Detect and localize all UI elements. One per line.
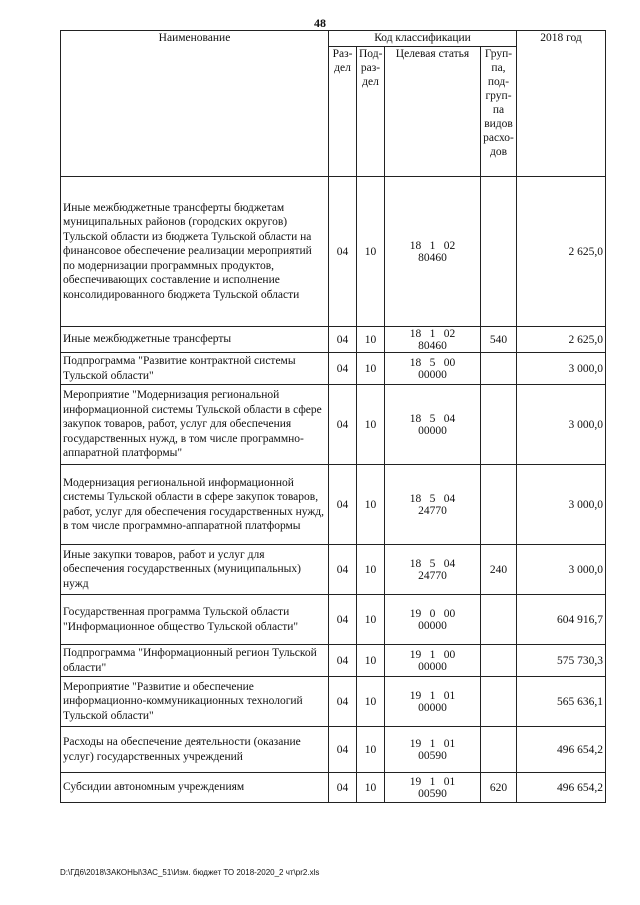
table-row: [61, 327, 606, 353]
target-code-part: 04: [443, 557, 456, 570]
table-row: [61, 353, 606, 385]
row-amount: 3 000,0: [517, 545, 606, 595]
target-code-part: 5: [429, 412, 436, 425]
target-code-part: 18: [409, 412, 422, 425]
row-name: Расходы на обеспечение деятельности (оказание услуг) государственных учреждений: [61, 727, 329, 773]
table-row: [61, 385, 606, 465]
header-target: Целевая статья: [385, 47, 481, 177]
header-section: Раз- дел: [329, 47, 357, 177]
target-code-part: 18: [409, 327, 422, 340]
table-row: [61, 545, 606, 595]
row-name: Подпрограмма "Развитие контрактной системы Тульской области": [61, 353, 329, 385]
row-group: [481, 465, 517, 545]
row-subsection: 10: [357, 595, 385, 645]
row-subsection: 10: [357, 677, 385, 727]
target-code-part: 00590: [418, 749, 447, 762]
row-subsection: 10: [357, 385, 385, 465]
target-code-part: 19: [409, 648, 422, 661]
row-group: 620: [481, 773, 517, 803]
row-subsection: 10: [357, 645, 385, 677]
target-code-part: 5: [429, 356, 436, 369]
target-code-part: 24770: [418, 504, 447, 517]
target-code-part: 18: [409, 557, 422, 570]
row-section: 04: [329, 727, 357, 773]
target-code-part: 00000: [418, 424, 447, 437]
row-name: Иные закупки товаров, работ и услуг для обеспечения государственных (муниципальных) нужд: [61, 545, 329, 595]
target-code-part: 19: [409, 689, 422, 702]
target-code-part: 18: [409, 492, 422, 505]
row-subsection: 10: [357, 327, 385, 353]
header-subsection: Под- раз- дел: [357, 47, 385, 177]
target-code-part: 00000: [418, 660, 447, 673]
row-target: [385, 677, 481, 727]
row-section: 04: [329, 385, 357, 465]
row-name: Иные межбюджетные трансферты: [61, 327, 329, 353]
target-code-part: 80460: [418, 339, 447, 352]
row-name: Мероприятие "Развитие и обеспечение информационно-коммуникационных технологий Тульской области": [61, 677, 329, 727]
budget-table: [60, 30, 606, 803]
target-code-part: 02: [443, 327, 456, 340]
row-target: [385, 595, 481, 645]
row-group: [481, 385, 517, 465]
row-name: Субсидии автономным учреждениям: [61, 773, 329, 803]
header-name: Наименование: [61, 31, 329, 177]
target-code-part: 5: [429, 557, 436, 570]
row-subsection: 10: [357, 773, 385, 803]
page-number: 48: [314, 16, 326, 30]
target-code-part: 0: [429, 607, 436, 620]
header-classification: Код классификации: [329, 31, 517, 47]
target-code-part: 01: [443, 689, 456, 702]
header-year: 2018 год: [517, 31, 606, 177]
table-row: [61, 677, 606, 727]
target-code-part: 24770: [418, 569, 447, 582]
target-code-part: 00590: [418, 787, 447, 800]
row-group: [481, 353, 517, 385]
row-name: Государственная программа Тульской области "Информационное общество Тульской области": [61, 595, 329, 645]
row-section: 04: [329, 177, 357, 327]
row-subsection: 10: [357, 545, 385, 595]
target-code-part: 00: [443, 356, 456, 369]
target-code-part: 5: [429, 492, 436, 505]
row-amount: 3 000,0: [517, 385, 606, 465]
row-amount: 496 654,2: [517, 773, 606, 803]
row-target: [385, 327, 481, 353]
target-code-part: 00000: [418, 619, 447, 632]
target-code-part: 01: [443, 737, 456, 750]
target-code-part: 02: [443, 239, 456, 252]
row-target: [385, 177, 481, 327]
row-amount: 604 916,7: [517, 595, 606, 645]
row-section: 04: [329, 353, 357, 385]
header-group: Груп- па, под- груп- па видов расхо- дов: [481, 47, 517, 177]
row-amount: 575 730,3: [517, 645, 606, 677]
target-code-part: 00: [443, 648, 456, 661]
row-section: 04: [329, 465, 357, 545]
table-row: [61, 773, 606, 803]
row-target: [385, 385, 481, 465]
row-target: [385, 773, 481, 803]
row-section: 04: [329, 545, 357, 595]
target-code-part: 19: [409, 775, 422, 788]
row-amount: 565 636,1: [517, 677, 606, 727]
row-subsection: 10: [357, 727, 385, 773]
target-code-part: 1: [429, 689, 436, 702]
target-code-part: 04: [443, 412, 456, 425]
row-subsection: 10: [357, 177, 385, 327]
target-code-part: 01: [443, 775, 456, 788]
row-name: Иные межбюджетные трансферты бюджетам муниципальных районов (городских округов) Тульской области из бюджета Тульской области на финансовое обеспечение реализации мероприятий по модернизации программных продуктов, обеспечивающих составление и исполнение консолидированного бюджета Тульской области: [61, 177, 329, 327]
row-name: Модернизация региональной информационной системы Тульской области в сфере закупок товаров, работ, услуг для обеспечения государственных нужд, в том числе программно-аппаратной платформы: [61, 465, 329, 545]
target-code-part: 1: [429, 239, 436, 252]
target-code-part: 18: [409, 239, 422, 252]
row-group: 240: [481, 545, 517, 595]
table-row: [61, 465, 606, 545]
row-group: [481, 677, 517, 727]
row-target: [385, 727, 481, 773]
row-amount: 2 625,0: [517, 177, 606, 327]
target-code-part: 1: [429, 737, 436, 750]
row-amount: 496 654,2: [517, 727, 606, 773]
target-code-part: 1: [429, 775, 436, 788]
target-code-part: 00000: [418, 368, 447, 381]
row-group: 540: [481, 327, 517, 353]
row-section: 04: [329, 595, 357, 645]
target-code-part: 1: [429, 648, 436, 661]
row-section: 04: [329, 773, 357, 803]
target-code-part: 04: [443, 492, 456, 505]
row-name: Подпрограмма "Информационный регион Тульской области": [61, 645, 329, 677]
table-row: [61, 645, 606, 677]
target-code-part: 80460: [418, 251, 447, 264]
row-amount: 3 000,0: [517, 465, 606, 545]
row-group: [481, 177, 517, 327]
target-code-part: 1: [429, 327, 436, 340]
table-row: [61, 595, 606, 645]
row-subsection: 10: [357, 353, 385, 385]
target-code-part: 18: [409, 356, 422, 369]
row-target: [385, 545, 481, 595]
row-section: 04: [329, 327, 357, 353]
row-section: 04: [329, 645, 357, 677]
row-target: [385, 353, 481, 385]
file-path-footer: D:\ГД6\2018\ЗАКОНЫ\ЗАС_51\Изм. бюджет ТО 2018-2020_2 чт\pr2.xls: [60, 868, 320, 877]
row-group: [481, 645, 517, 677]
row-group: [481, 727, 517, 773]
row-section: 04: [329, 677, 357, 727]
target-code-part: 19: [409, 607, 422, 620]
row-group: [481, 595, 517, 645]
row-target: [385, 645, 481, 677]
target-code-part: 19: [409, 737, 422, 750]
table-row: [61, 727, 606, 773]
row-subsection: 10: [357, 465, 385, 545]
row-target: [385, 465, 481, 545]
row-amount: 2 625,0: [517, 327, 606, 353]
target-code-part: 00: [443, 607, 456, 620]
row-name: Мероприятие "Модернизация региональной информационной системы Тульской области в сфере закупок товаров, работ, услуг для обеспечения государственных нужд, в том числе программно-аппаратной платформы": [61, 385, 329, 465]
target-code-part: 00000: [418, 701, 447, 714]
row-amount: 3 000,0: [517, 353, 606, 385]
table-row: [61, 177, 606, 327]
